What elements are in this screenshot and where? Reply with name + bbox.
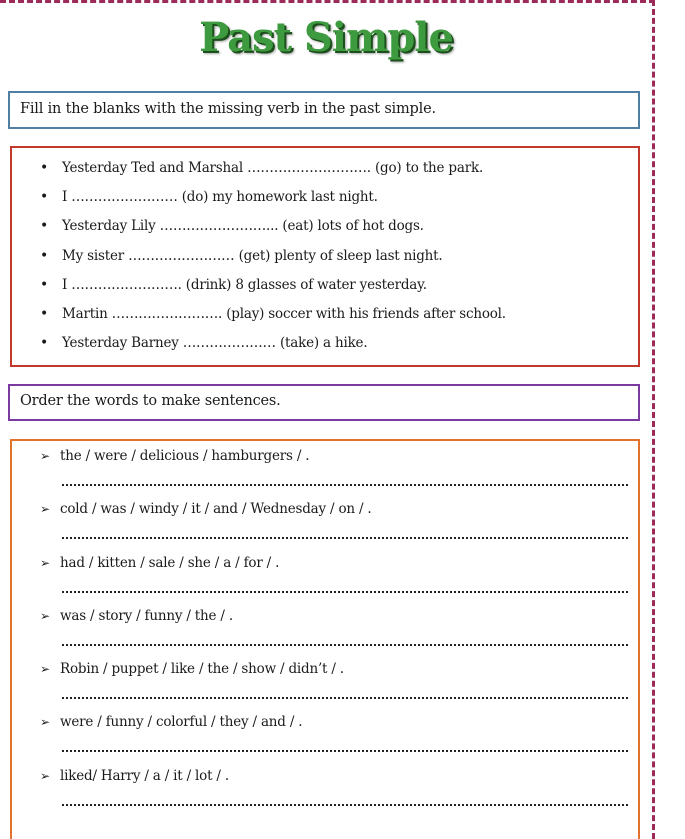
fill-in-item bbox=[40, 329, 506, 358]
page-border-right bbox=[652, 0, 655, 839]
fill-in-sentence[interactable]: I ……………………. (drink) 8 glasses of water yesterday. bbox=[62, 276, 427, 293]
scrambled-words: liked/ Harry / a / it / lot / . bbox=[60, 767, 229, 784]
fill-in-item bbox=[40, 271, 506, 300]
arrow-bullet-icon: ➢ bbox=[40, 608, 50, 623]
page-border-top bbox=[0, 0, 655, 3]
arrow-bullet-icon: ➢ bbox=[40, 662, 50, 677]
bullet-icon: • bbox=[40, 305, 49, 322]
instruction-box-order-words bbox=[8, 384, 640, 421]
arrow-bullet-icon: ➢ bbox=[40, 449, 50, 463]
bullet-icon: • bbox=[40, 335, 49, 352]
fill-in-item bbox=[40, 300, 506, 329]
fill-in-sentence[interactable]: I …………………… (do) my homework last night. bbox=[62, 189, 378, 206]
fill-in-sentence[interactable]: Martin ……………………. (play) soccer with his friends after school. bbox=[62, 305, 506, 322]
arrow-bullet-icon: ➢ bbox=[40, 715, 50, 730]
scrambled-words: was / story / funny / the / . bbox=[60, 607, 233, 624]
answer-line[interactable] bbox=[62, 644, 628, 646]
scrambled-sentence bbox=[40, 608, 233, 624]
bullet-icon: • bbox=[40, 218, 49, 235]
arrow-bullet-icon: ➢ bbox=[40, 768, 50, 783]
scrambled-words: were / funny / colorful / they / and / . bbox=[60, 714, 303, 731]
order-words-exercise-box bbox=[10, 439, 640, 839]
fill-in-item bbox=[40, 242, 506, 271]
fill-in-exercise-box bbox=[10, 146, 640, 367]
scrambled-sentence bbox=[40, 661, 344, 677]
bullet-icon: • bbox=[40, 160, 49, 176]
fill-in-sentence[interactable]: Yesterday Lily ……………………... (eat) lots of hot dogs. bbox=[62, 218, 424, 235]
bullet-icon: • bbox=[40, 247, 49, 264]
scrambled-sentence bbox=[40, 501, 372, 517]
fill-in-sentence[interactable]: Yesterday Barney ………………… (take) a hike. bbox=[62, 335, 368, 352]
worksheet-title: Past Simple bbox=[199, 14, 453, 61]
scrambled-words: Robin / puppet / like / the / show / didn’t / . bbox=[60, 661, 344, 678]
answer-line[interactable] bbox=[62, 484, 628, 486]
answer-line[interactable] bbox=[62, 697, 628, 699]
fill-in-item bbox=[40, 183, 506, 212]
arrow-bullet-icon: ➢ bbox=[40, 502, 50, 517]
instruction-text: Fill in the blanks with the missing verb in the past simple. bbox=[20, 101, 436, 117]
answer-line[interactable] bbox=[62, 750, 628, 752]
fill-in-sentence[interactable]: Yesterday Ted and Marshal ………………………. (go) to the park. bbox=[62, 160, 484, 176]
answer-line[interactable] bbox=[62, 537, 628, 539]
fill-in-list bbox=[40, 154, 506, 358]
answer-line[interactable] bbox=[62, 804, 628, 806]
bullet-icon: • bbox=[40, 276, 49, 293]
scrambled-sentence bbox=[40, 714, 302, 730]
arrow-bullet-icon: ➢ bbox=[40, 555, 50, 570]
answer-line[interactable] bbox=[62, 591, 628, 593]
instruction-box-fill-in bbox=[8, 91, 640, 129]
scrambled-words: had / kitten / sale / she / a / for / . bbox=[60, 554, 280, 571]
fill-in-item bbox=[40, 154, 506, 183]
bullet-icon: • bbox=[40, 189, 49, 206]
instruction-text: Order the words to make sentences. bbox=[20, 393, 281, 409]
scrambled-sentence bbox=[40, 768, 229, 784]
fill-in-sentence[interactable]: My sister …………………… (get) plenty of sleep last night. bbox=[62, 247, 443, 264]
scrambled-words: cold / was / windy / it / and / Wednesday / on / . bbox=[60, 501, 372, 518]
scrambled-sentence bbox=[40, 555, 279, 571]
scrambled-sentence bbox=[40, 448, 309, 464]
fill-in-item bbox=[40, 212, 506, 241]
scrambled-words: the / were / delicious / hamburgers / . bbox=[60, 448, 310, 464]
